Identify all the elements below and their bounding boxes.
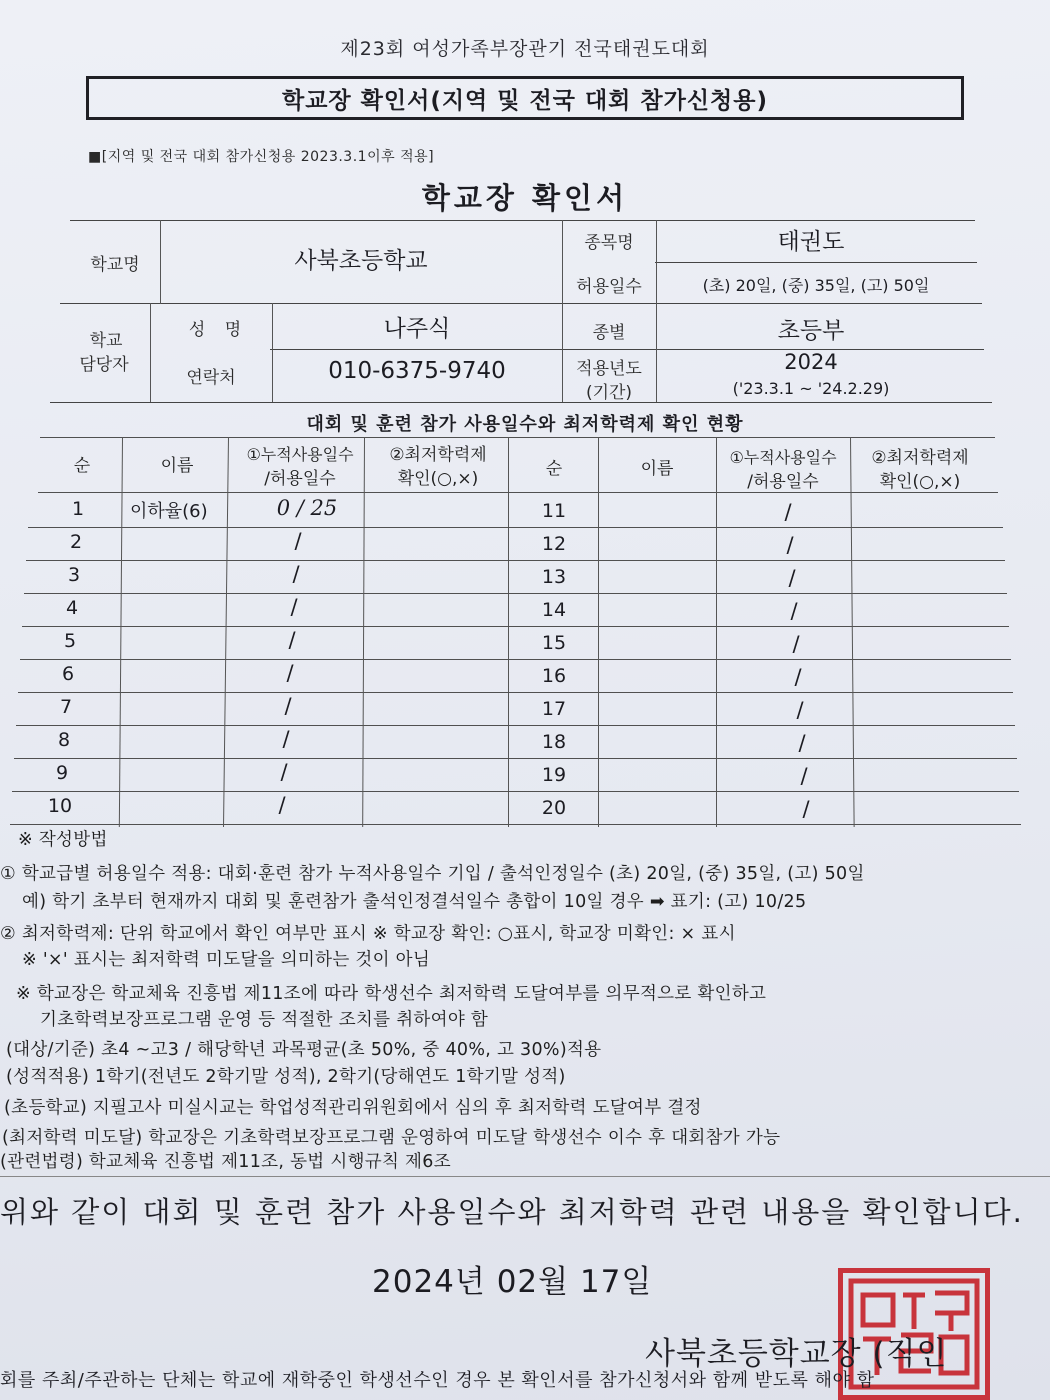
footer-note: 회를 주최/주관하는 단체는 학교에 재학중인 학생선수인 경우 본 확인서를 참가신청서와 함께 받도록 해야 함 <box>0 1370 875 1391</box>
header-check-right-1: ②최저학력제 <box>871 448 969 468</box>
column-rule <box>850 437 855 827</box>
year-label-2: (기간) <box>585 383 633 403</box>
contact-value: 010-6375-9740 <box>328 358 506 384</box>
row-days-used: / <box>796 698 804 722</box>
header-days-1: ①누적사용일수 <box>246 445 354 464</box>
category-label: 종별 <box>592 323 626 343</box>
table-row-line <box>24 593 1007 594</box>
table-row-line <box>10 824 1021 825</box>
row-days-used: / <box>288 628 296 652</box>
guide-line: ※ 학교장은 학교체육 진흥법 제11조에 따라 학생선수 최저학력 도달여부를 의무적으로 확인하고 <box>16 984 767 1004</box>
rule <box>655 262 977 263</box>
table-row-line <box>20 659 1011 660</box>
row-number: 9 <box>55 762 69 784</box>
school-principal-signature: 사북초등학교장 (직인 <box>645 1336 948 1372</box>
row-number: 12 <box>541 533 567 555</box>
teacher-label-1: 학교 <box>89 331 123 351</box>
column-rule <box>119 437 123 827</box>
row-days-used: / <box>292 562 300 586</box>
row-number: 16 <box>541 665 567 687</box>
table-row-line <box>28 527 1003 528</box>
rule <box>70 220 975 221</box>
row-number: 18 <box>541 731 567 753</box>
guide-line: ※ '×' 표시는 최저학력 미도달을 의미하는 것이 아님 <box>22 950 431 970</box>
event-title: 제23회 여성가족부장관기 전국태권도대회 <box>340 38 710 60</box>
table-row-line <box>22 626 1009 627</box>
rule <box>60 303 982 304</box>
row-number: 15 <box>541 632 567 654</box>
header-no: 순 <box>73 456 91 476</box>
rule <box>40 437 995 438</box>
row-days-used: / <box>786 533 794 557</box>
guide-line: ① 학교급별 허용일수 적용: 대회·훈련 참가 누적사용일수 기입 / 출석인정일수 (초) 20일, (중) 35일, (고) 50일 <box>0 864 865 884</box>
row-number: 6 <box>61 663 75 685</box>
guide-line: ② 최저학력제: 단위 학교에서 확인 여부만 표시 ※ 학교장 확인: ○표시, 학교장 미확인: × 표시 <box>0 924 736 944</box>
header-no-right: 순 <box>545 459 563 479</box>
header-check-2: 확인(○,×) <box>397 469 479 489</box>
row-days-used: / <box>284 694 292 718</box>
row-days-used: / <box>790 599 798 623</box>
rule <box>0 1176 1050 1177</box>
row-number: 17 <box>541 698 567 720</box>
header-check-right-2: 확인(○,×) <box>879 472 961 492</box>
row-days-used: / <box>282 727 290 751</box>
row-number: 5 <box>63 630 77 652</box>
header-check-1: ②최저학력제 <box>389 445 487 465</box>
row-number: 2 <box>69 531 83 553</box>
column-rule <box>598 437 599 827</box>
row-number: 19 <box>541 764 567 786</box>
school-label: 학교명 <box>90 255 140 275</box>
row-number: 14 <box>541 599 567 621</box>
form-title: 학교장 확인서(지역 및 전국 대회 참가신청용) <box>282 87 768 114</box>
applicability-note: ■[지역 및 전국 대회 참가신청용 2023.3.1이후 적용] <box>88 149 435 165</box>
sport-value: 태권도 <box>777 229 845 255</box>
row-number: 10 <box>47 795 73 817</box>
guide-line: 예) 학기 초부터 현재까지 대회 및 훈련참가 출석인정결석일수 총합이 10일 경우 ➡ 표기: (고) 10/25 <box>22 892 807 912</box>
contact-label: 연락처 <box>186 368 236 388</box>
column-rule <box>223 437 229 827</box>
row-days-used: / <box>290 595 298 619</box>
row-days-used: / <box>788 566 796 590</box>
confirmation-statement: 위와 같이 대회 및 훈련 참가 사용일수와 최저학력 관련 내용을 확인합니다. <box>0 1195 1024 1229</box>
row-number: 3 <box>67 564 81 586</box>
header-name-right: 이름 <box>640 459 674 479</box>
teacher-label-2: 담당자 <box>79 355 129 375</box>
year-value: 2024 <box>784 350 838 374</box>
header-days-right-1: ①누적사용일수 <box>729 448 837 467</box>
category-value: 초등부 <box>777 318 845 344</box>
row-days-used: / <box>794 665 802 689</box>
row-number: 4 <box>65 597 79 619</box>
rule <box>508 437 509 827</box>
guide-line: 기초학력보장프로그램 운영 등 적절한 조치를 취하여야 함 <box>40 1010 489 1030</box>
table-row-line <box>26 560 1005 561</box>
allowed-days-value: (초) 20일, (중) 35일, (고) 50일 <box>702 276 930 295</box>
row-days-used: / <box>792 632 800 656</box>
year-label-1: 적용년도 <box>576 359 642 379</box>
school-value: 사북초등학교 <box>294 248 428 274</box>
row-student-name: 이하율(6) <box>130 501 208 522</box>
row-days-used: / <box>800 764 808 788</box>
rule <box>50 402 992 403</box>
year-period: ('23.3.1 ~ '24.2.29) <box>732 379 890 398</box>
row-number: 1 <box>71 498 85 520</box>
table-row-line <box>14 758 1017 759</box>
row-days-used: / <box>278 793 286 817</box>
allowed-days-label: 허용일수 <box>576 277 642 297</box>
header-days-2: /허용일수 <box>264 469 336 489</box>
name-value: 나주식 <box>383 316 451 342</box>
row-number: 11 <box>541 500 567 522</box>
row-days-used: 0 / 25 <box>276 496 338 520</box>
header-days-right-2: /허용일수 <box>747 472 819 492</box>
row-days-used: / <box>280 760 288 784</box>
issue-date: 2024년 02월 17일 <box>372 1264 653 1300</box>
row-days-used: / <box>798 731 806 755</box>
row-number: 20 <box>541 797 567 819</box>
guide-heading: ※ 작성방법 <box>18 830 108 850</box>
form-title-box <box>86 76 964 120</box>
guide-line: (초등학교) 지필고사 미실시교는 학업성적관리위원회에서 심의 후 최저학력 도달여부 결정 <box>4 1098 702 1118</box>
guide-line: (관련법령) 학교체육 진흥법 제11조, 동법 시행규칙 제6조 <box>0 1152 451 1172</box>
section-title: 대회 및 훈련 참가 사용일수와 최저학력제 확인 현황 <box>306 414 744 435</box>
row-number: 8 <box>57 729 71 751</box>
row-number: 7 <box>59 696 73 718</box>
table-row-line <box>18 692 1013 693</box>
row-days-used: / <box>294 529 302 553</box>
column-rule <box>716 437 717 827</box>
name-label: 성 명 <box>188 320 242 340</box>
guide-line: (최저학력 미도달) 학교장은 기초학력보장프로그램 운영하여 미도달 학생선수 이수 후 대회참가 가능 <box>2 1128 781 1148</box>
table-row-line <box>12 791 1019 792</box>
row-days-used: / <box>286 661 294 685</box>
row-number: 13 <box>541 566 567 588</box>
header-name: 이름 <box>160 456 194 476</box>
document-title: 학교장 확인서 <box>421 181 629 215</box>
guide-line: (성적적용) 1학기(전년도 2학기말 성적), 2학기(당해연도 1학기말 성적) <box>6 1067 566 1087</box>
table-row-line <box>16 725 1015 726</box>
row-days-used: / <box>802 797 810 821</box>
guide-line: (대상/기준) 초4 ~고3 / 해당학년 과목평균(초 50%, 중 40%, 고 30%)적용 <box>6 1040 602 1060</box>
column-rule <box>362 437 365 827</box>
sport-label: 종목명 <box>584 233 634 253</box>
row-days-used: / <box>784 500 792 524</box>
